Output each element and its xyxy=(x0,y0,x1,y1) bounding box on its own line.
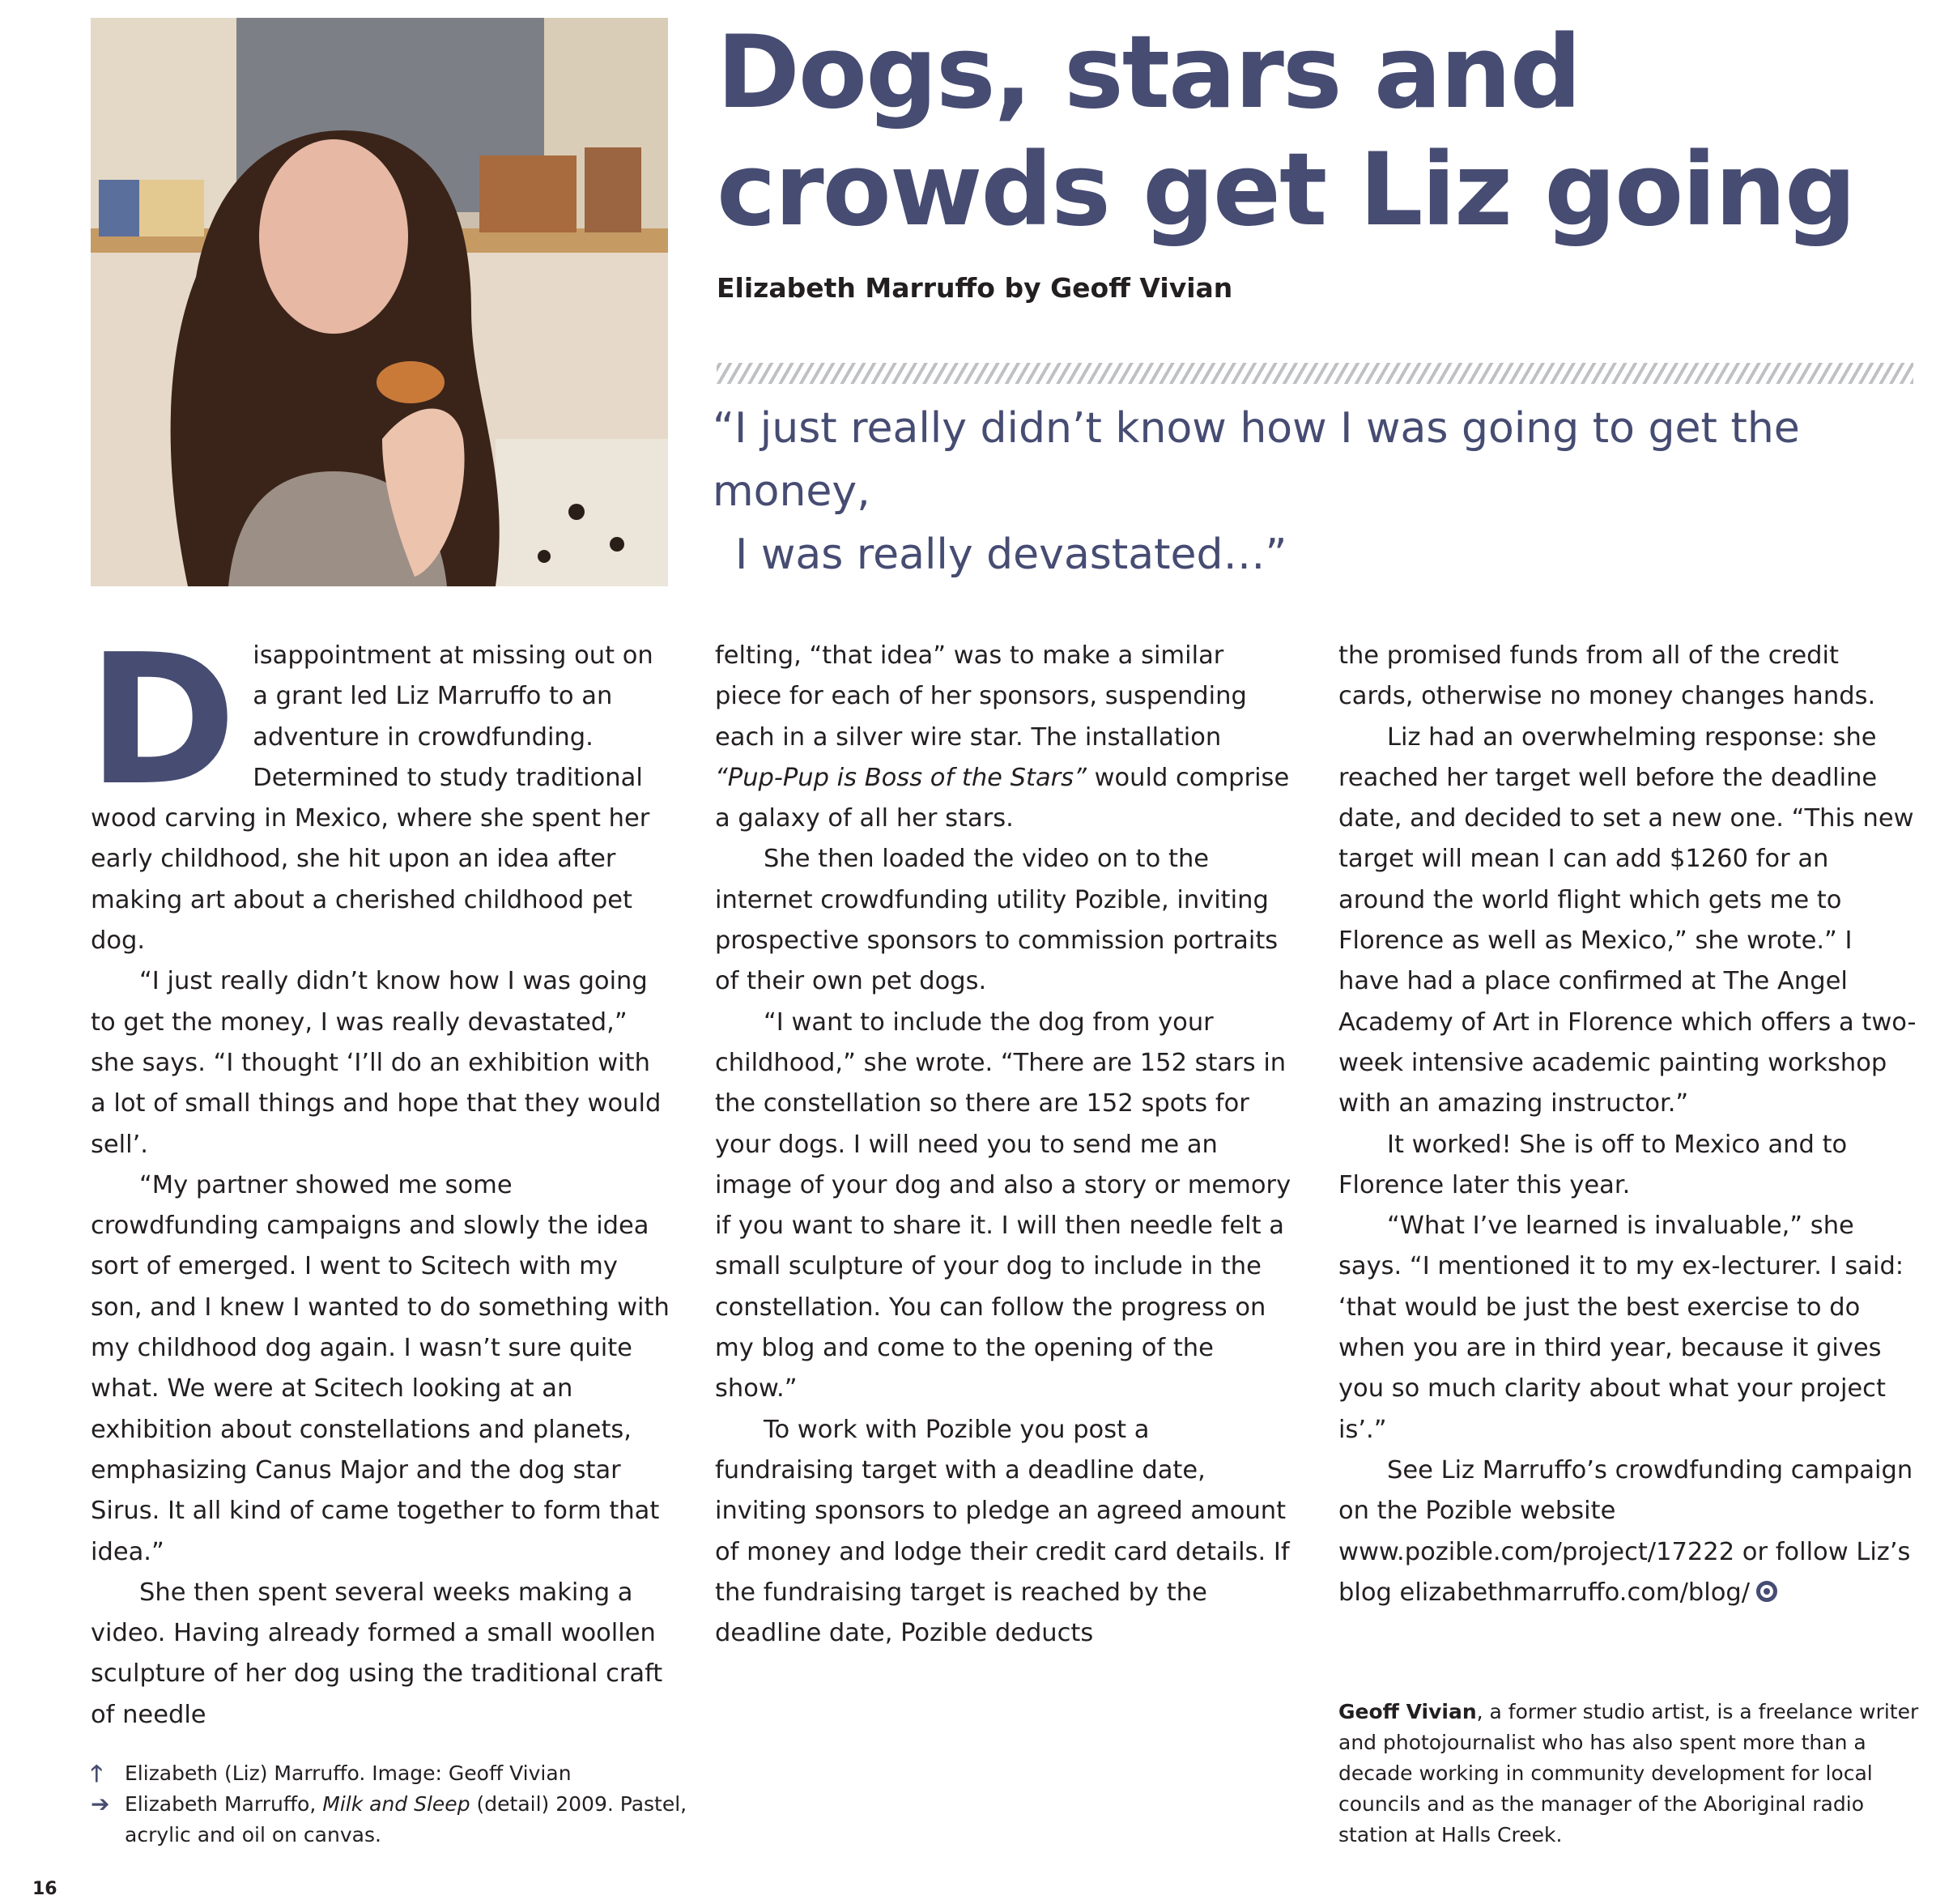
page-number: 16 xyxy=(32,1879,57,1899)
caption-text: (detail) 2009. Pastel, acrylic and oil on canvas. xyxy=(125,1792,687,1846)
hatched-divider xyxy=(717,363,1913,384)
image-captions xyxy=(91,1758,706,1851)
article-column-2 xyxy=(715,636,1295,1654)
article-paragraph: “I just really didn’t know how I was going to get the money, I was really devastated,” she says. “I thought ‘I’ll do an exhibition with a lot of small things and hope that they would sell’. xyxy=(91,967,662,1159)
artwork-title: Milk and Sleep xyxy=(322,1792,470,1816)
pull-quote-line-2: I was really devastated…” xyxy=(735,530,1287,579)
author-bio xyxy=(1338,1697,1921,1851)
up-arrow-icon: 🡑 xyxy=(91,1760,103,1787)
caption-text: Elizabeth (Liz) Marruffo. Image: Geoff Vivian xyxy=(125,1761,572,1785)
paragraph-text: felting, “that idea” was to make a similar piece for each of her sponsors, suspending each in a silver wire star. The installation xyxy=(715,641,1247,752)
portrait-photo-illustration xyxy=(91,18,668,586)
paragraph-text: See Liz Marruffo’s crowdfunding campaign on the Pozible website www.pozible.com/project/17222 or follow Liz’s blog elizabethmarruffo.com/blog/ xyxy=(1338,1455,1913,1607)
byline: Elizabeth Marruffo by Geoff Vivian xyxy=(717,272,1233,304)
author-name: Geoff Vivian xyxy=(1338,1700,1477,1723)
article-column-3 xyxy=(1338,636,1918,1613)
end-of-article-icon xyxy=(1756,1581,1777,1602)
installation-title: “Pup-Pup is Boss of the Stars” xyxy=(715,763,1087,792)
article-paragraph: “I want to include the dog from your childhood,” she wrote. “There are 152 stars in the constellation so there are 152 spots for your dogs. I will need you to send me an image of your dog and also a story or memory if you want to share it. I will then needle felt a small sculpture of your dog to include in the constellation. You can follow the progress on my blog and come to the opening of the show.” xyxy=(715,1007,1291,1404)
caption-text: Elizabeth Marruffo, xyxy=(125,1792,323,1816)
caption-artwork xyxy=(91,1789,706,1851)
drop-cap: D xyxy=(87,616,237,825)
article-paragraph xyxy=(87,616,670,961)
pull-quote-line-1: “I just really didn’t know how I was going to get the money, xyxy=(713,404,1800,516)
paragraph-text: would comprise a galaxy of all her stars. xyxy=(715,763,1290,833)
pull-quote xyxy=(713,397,1903,586)
article-paragraph: Liz had an overwhelming response: she reached her target well before the deadline date, and decided to set a new one. “This new target will mean I can add $1260 for an around the world flight which gets me to Florence as well as Mexico,” she wrote.” I have had a place confirmed at The Angel Academy of Art in Florence which offers a two-week intensive academic painting workshop with an amazing instructor.” xyxy=(1338,722,1917,1118)
title-line-2: crowds get Liz going xyxy=(717,132,1855,249)
article-title xyxy=(717,15,1883,249)
article-paragraph: She then loaded the video on to the internet crowdfunding utility Pozible, inviting prospective sponsors to commission portraits of their own pet dogs. xyxy=(715,845,1279,996)
right-arrow-icon: ➔ xyxy=(91,1791,110,1817)
article-paragraph: She then spent several weeks making a video. Having already formed a small woollen sculpture of her dog using the traditional craft of needle xyxy=(91,1578,663,1729)
caption-photo xyxy=(91,1758,706,1789)
title-line-1: Dogs, stars and xyxy=(717,15,1581,131)
paragraph-text: isappointment at missing out on a grant led Liz Marruffo to an adventure in crowdfunding. Determined to study traditional wood carving in Mexico, where she spent her early childhood, she hit upon an idea after making art about a cherished childhood pet dog. xyxy=(91,641,653,956)
author-bio-text: , a former studio artist, is a freelance writer and photojournalist who has also spent more than a decade working in community development for local councils and as the manager of the Aboriginal radio station at Halls Creek. xyxy=(1338,1700,1919,1846)
article-paragraph xyxy=(1338,1450,1918,1613)
article-column-1 xyxy=(87,616,670,1736)
article-paragraph: the promised funds from all of the credit cards, otherwise no money changes hands. xyxy=(1338,641,1876,711)
article-paragraph: “My partner showed me some crowdfunding campaigns and slowly the idea sort of emerged. I went to Scitech with my son, and I knew I wanted to do something with my childhood dog again. I wasn’t sure quite what. We were at Scitech looking at an exhibition about constellations and planets, emphasizing Canus Major and the dog star Sirus. It all kind of came together to form that idea.” xyxy=(91,1170,670,1566)
article-paragraph: It worked! She is off to Mexico and to Florence later this year. xyxy=(1338,1130,1848,1199)
article-paragraph xyxy=(715,636,1295,839)
portrait-photo xyxy=(91,18,668,586)
article-paragraph: To work with Pozible you post a fundraising target with a deadline date, inviting sponsors to pledge an agreed amount of money and lodge their credit card details. If the fundraising target is reached by the deadline date, Pozible deducts xyxy=(715,1415,1290,1648)
article-paragraph: “What I’ve learned is invaluable,” she says. “I mentioned it to my ex-lecturer. I said: ‘that would be just the best exercise to do when you are in third year, because it gives you so much clarity about what your project is’.” xyxy=(1338,1212,1904,1444)
